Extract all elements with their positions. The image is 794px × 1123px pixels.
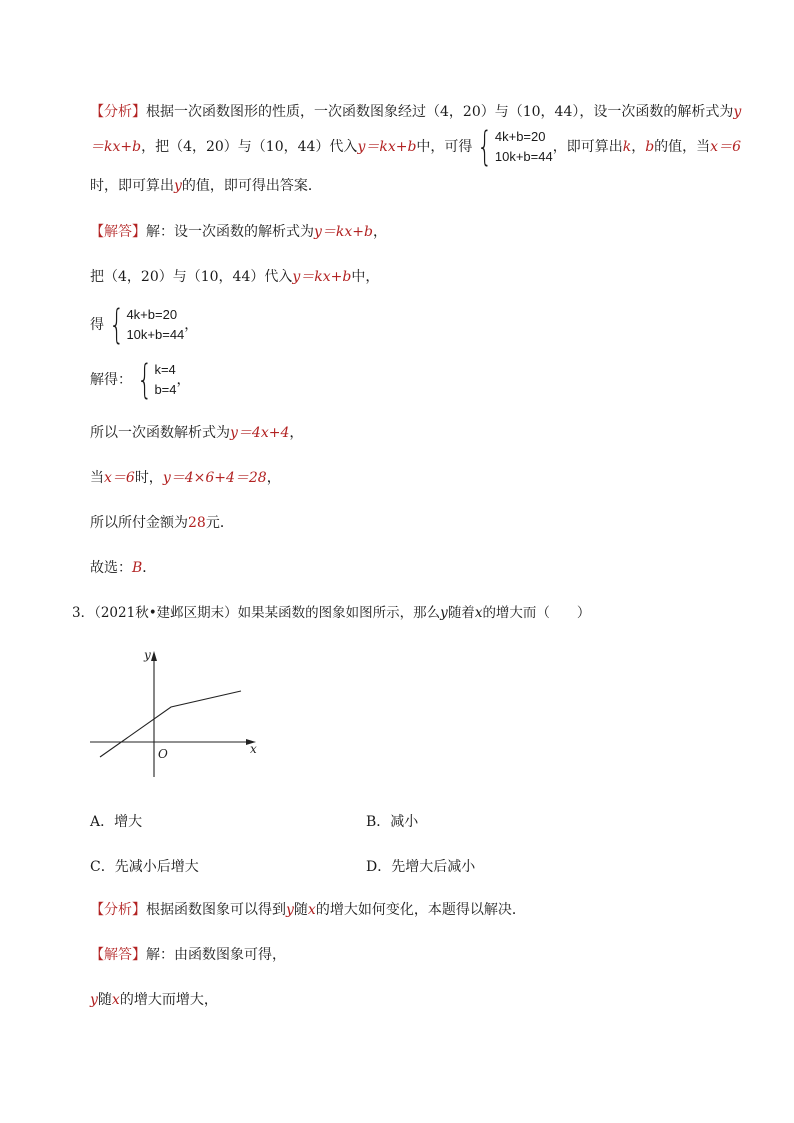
question-text: 随着 xyxy=(447,605,475,621)
option-letter: C． xyxy=(90,859,115,875)
answer-text: ， xyxy=(372,224,387,240)
analysis-1-line-2 xyxy=(90,124,741,170)
answer-text: 解：由函数图象可得， xyxy=(146,947,286,963)
system-equation: b=4 xyxy=(154,382,177,397)
answer-3-line-1 xyxy=(90,946,286,964)
brace-icon: { xyxy=(109,302,125,348)
analysis-3-line xyxy=(90,901,526,919)
option-text: 减小 xyxy=(390,814,419,830)
analysis-text: 时，即可算出 xyxy=(90,178,174,194)
equation-system xyxy=(104,302,185,348)
question-number: 3． xyxy=(72,605,95,621)
var-y: y xyxy=(174,178,182,194)
analysis-text: 的值，即可得出答案． xyxy=(181,178,322,194)
analysis-text: 随 xyxy=(293,902,308,918)
answer-1-line-7 xyxy=(90,514,234,532)
answer-text: 得 xyxy=(90,317,104,333)
brace-icon: { xyxy=(137,357,153,403)
analysis-tag: 【分析】 xyxy=(90,104,146,120)
question-text: 如果某函数的图象如图所示，那么 xyxy=(237,605,441,621)
question-3-stem xyxy=(72,604,590,622)
equation-system xyxy=(472,124,553,170)
equation: y＝4×6+4＝28 xyxy=(162,470,267,486)
analysis-text: ， xyxy=(631,139,646,155)
answer-text: 解：设一次函数的解析式为 xyxy=(146,224,314,240)
analysis-1-line-1 xyxy=(90,103,741,121)
system-equation: 10k+b=44 xyxy=(494,149,553,164)
analysis-text: 的增大如何变化，本题得以解决． xyxy=(315,902,526,918)
answer-text: 所以一次函数解析式为 xyxy=(90,425,230,441)
var-k: k xyxy=(622,139,632,155)
function-curve xyxy=(100,691,241,757)
analysis-text: ，即可算出 xyxy=(552,139,623,155)
answer-1-line-2 xyxy=(90,268,379,286)
answer-text: ， xyxy=(176,372,191,388)
option-letter: A． xyxy=(90,814,115,830)
answer-text: 当 xyxy=(90,470,104,486)
option-text: 先增大后减小 xyxy=(391,859,476,875)
var-y: y xyxy=(733,104,742,120)
answer-1-line-3 xyxy=(90,302,199,348)
answer-text: 的增大而增大， xyxy=(119,992,218,1008)
var-x: x xyxy=(474,605,483,621)
analysis-1-line-3 xyxy=(90,177,322,195)
analysis-text: 根据函数图象可以得到 xyxy=(146,902,286,918)
equation: y＝4x+4 xyxy=(230,425,290,441)
answer-text: 故选： xyxy=(90,560,132,576)
option-text: 先减小后增大 xyxy=(114,859,199,875)
var-y: y xyxy=(286,902,294,918)
system-equation: 10k+b=44 xyxy=(126,327,185,342)
question-text: 的增大而（ ） xyxy=(482,605,591,621)
question-source: （2021秋•建邺区期末） xyxy=(94,605,238,621)
analysis-text: 中，可得 xyxy=(416,139,473,155)
answer-text: ． xyxy=(142,560,157,576)
answer-1-line-6 xyxy=(90,469,281,487)
choice-letter: B xyxy=(132,560,143,576)
analysis-text: 的值，当 xyxy=(654,139,711,155)
equation-system xyxy=(132,357,177,403)
answer-1-line-1 xyxy=(90,223,387,241)
y-axis-label: y xyxy=(144,648,151,662)
option-letter: D． xyxy=(366,859,392,875)
brace-icon: { xyxy=(477,124,493,170)
x-axis-label: x xyxy=(250,742,257,756)
equation: y＝kx+b xyxy=(314,224,373,240)
answer-text: 所以所付金额为 xyxy=(90,515,188,531)
answer-1-line-4 xyxy=(90,357,191,403)
var-y: y xyxy=(90,992,98,1008)
answer-text: ， xyxy=(184,317,199,333)
answer-text: 时， xyxy=(134,470,163,486)
answer-text: 中， xyxy=(351,269,380,285)
function-graph xyxy=(88,645,268,785)
y-axis-arrow-icon xyxy=(151,651,157,661)
equation: x＝6 xyxy=(710,139,741,155)
equation: y＝kx+b xyxy=(292,269,352,285)
answer-text: 把（4，20）与（10，44）代入 xyxy=(90,269,293,285)
answer-text: ， xyxy=(289,425,304,441)
answer-tag: 【解答】 xyxy=(90,224,146,240)
answer-1-line-5 xyxy=(90,424,303,442)
analysis-tag: 【分析】 xyxy=(90,902,146,918)
option-letter: B． xyxy=(366,814,391,830)
option-b[interactable] xyxy=(366,811,418,831)
var-y: y xyxy=(440,605,448,621)
system-equation: 4k+b=20 xyxy=(126,307,178,322)
var-x: x xyxy=(307,902,316,918)
system-equation: k=4 xyxy=(154,362,176,377)
option-c[interactable] xyxy=(90,856,199,876)
option-d[interactable] xyxy=(366,856,475,876)
answer-text: 解得： xyxy=(90,372,132,388)
origin-label: O xyxy=(158,747,168,761)
analysis-text: 根据一次函数图形的性质，一次函数图象经过（4，20）与（10，44），设一次函数的解析式为 xyxy=(146,104,734,120)
amount-value: 28 xyxy=(188,515,206,531)
var-b: b xyxy=(645,139,655,155)
system-equation: 4k+b=20 xyxy=(494,129,546,144)
option-a[interactable] xyxy=(90,811,142,831)
answer-text: 随 xyxy=(97,992,112,1008)
equation: y＝kx+b xyxy=(357,139,417,155)
var-x: x xyxy=(111,992,120,1008)
answer-tag: 【解答】 xyxy=(90,947,146,963)
answer-text: 元． xyxy=(205,515,234,531)
equation: x＝6 xyxy=(104,470,135,486)
answer-3-line-2 xyxy=(90,991,218,1009)
analysis-text: ，把（4，20）与（10，44）代入 xyxy=(141,139,358,155)
option-text: 增大 xyxy=(114,814,143,830)
answer-1-line-8 xyxy=(90,559,156,577)
equation: ＝kx+b xyxy=(90,139,142,155)
answer-text: ， xyxy=(266,470,281,486)
